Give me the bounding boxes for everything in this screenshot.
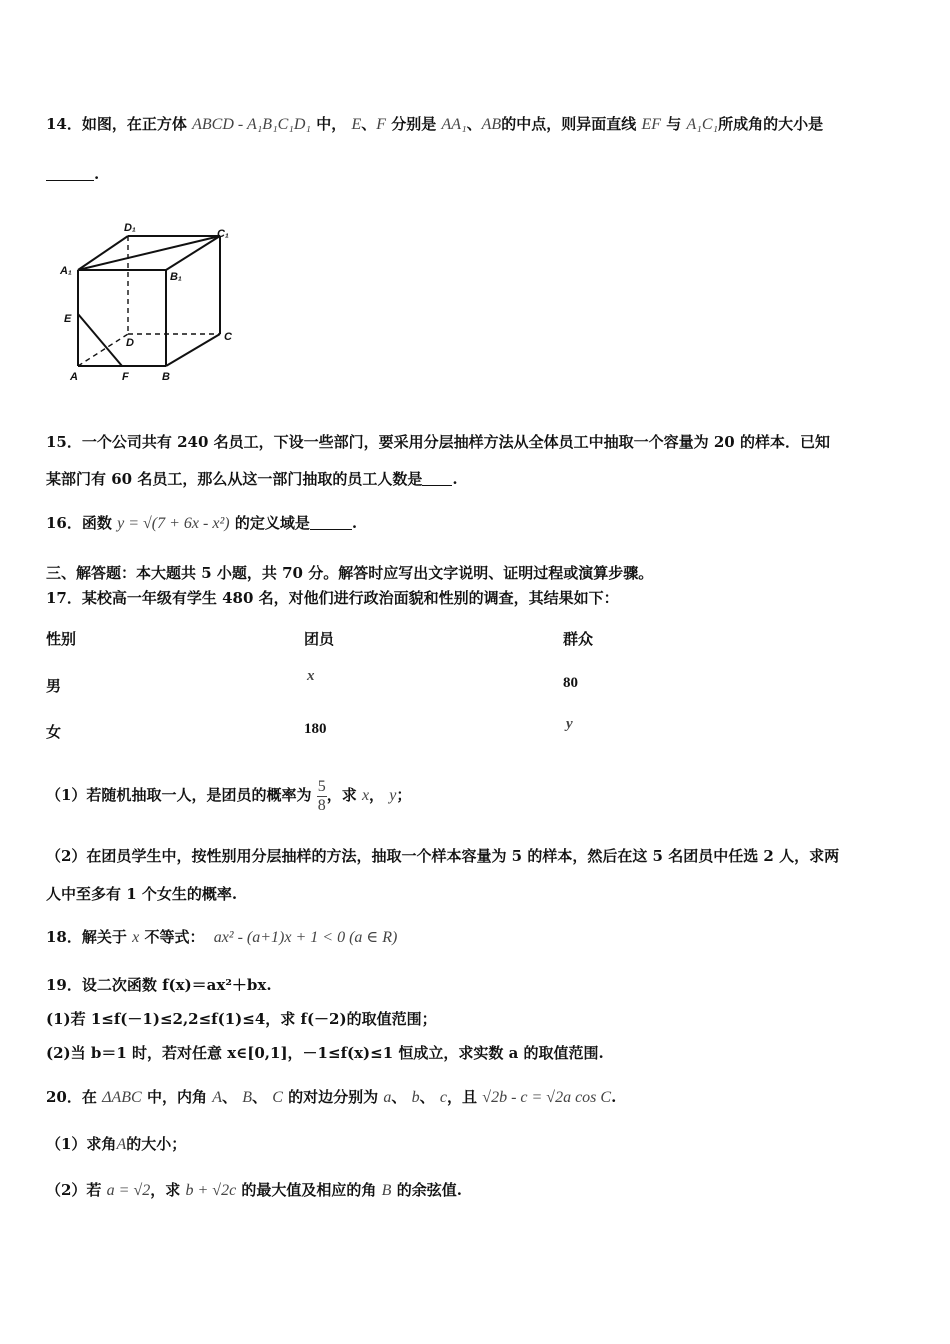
q19-line2: (1)若 1≤f(－1)≤2,2≤f(1)≤4，求 f(－2)的取值范围；: [46, 1010, 437, 1028]
label-A: A: [70, 371, 78, 383]
cube-label: ABCD: [192, 116, 234, 133]
q20-condition: √2b - c = √2a cos C: [482, 1089, 612, 1106]
q16-line: 16．函数 y = √(7 + 6x - x²) 的定义域是 .: [46, 514, 358, 532]
table-cell-female-member: 180: [304, 721, 327, 737]
label-A1: A₁: [60, 265, 72, 277]
table-cell-male: 男: [46, 677, 62, 695]
q17-part1: （1）若随机抽取一人，是团员的概率为 $\frac{5}{8}$ ，求 x， y；: [46, 777, 412, 814]
q19-line1: 19．设二次函数 f(x)＝ax²＋bx.: [46, 976, 272, 994]
table-header-gender: 性别: [46, 630, 77, 648]
label-C: C: [224, 331, 232, 343]
label-C1: C₁: [217, 228, 229, 240]
q20-part1: （1）求角A的大小；: [46, 1135, 187, 1153]
label-F: F: [122, 371, 129, 383]
label-E: E: [64, 313, 72, 325]
table-cell-male-masses: 80: [563, 675, 578, 691]
q19-line3: (2)当 b＝1 时，若对任意 x∈[0,1]，－1≤f(x)≤1 恒成立，求实数 a 的取值范围.: [46, 1044, 604, 1062]
probability-fraction: $\frac{5}{8}$: [317, 777, 326, 814]
q18-formula: ax² - (a+1)x + 1 < 0 (a ∈ R): [213, 929, 398, 946]
q14-line1: 14．如图，在正方体 ABCD - A₁B₁C₁D₁ 中， E、F 分别是 AA₁、AB的中点，则异面直线 EF 与 A₁C₁所成角的大小是: [46, 115, 824, 133]
q16-formula: y = √(7 + 6x - x²): [117, 515, 230, 532]
table-cell-female: 女: [46, 723, 62, 741]
table-cell-female-masses: y: [566, 716, 573, 732]
section-3-heading: 三、解答题：本大题共 5 小题，共 70 分。解答时应写出文字说明、证明过程或演算步骤。: [46, 564, 654, 582]
q15-line1: 15．一个公司共有 240 名员工，下设一些部门，要采用分层抽样方法从全体员工中抽取一个容量为 20 的样本．已知: [46, 433, 830, 451]
table-header-masses: 群众: [563, 630, 594, 648]
q17-part2-line1: （2）在团员学生中，按性别用分层抽样的方法，抽取一个样本容量为 5 的样本，然后在这 5 名团员中任选 2 人，求两: [46, 847, 840, 865]
label-B1: B₁: [170, 271, 182, 283]
table-cell-male-member: x: [307, 668, 315, 684]
table-header-member: 团员: [304, 630, 335, 648]
q14-answer-blank: .: [46, 164, 99, 184]
q18-line: 18．解关于 x 不等式： ax² - (a+1)x + 1 < 0 (a ∈ R): [46, 928, 398, 946]
cube-top-label: A₁B₁C₁D₁: [246, 116, 311, 133]
q20-line1: 20．在 ΔABC 中，内角 A、 B、 C 的对边分别为 a、 b、 c，且 √2b - c = √2a cos C.: [46, 1088, 617, 1106]
q20-part2: （2）若 a = √2，求 b + √2c 的最大值及相应的角 B 的余弦值.: [46, 1181, 462, 1199]
q15-line2: 某部门有 60 名员工，那么从这一部门抽取的员工人数是 .: [46, 470, 458, 488]
label-D: D: [126, 337, 134, 349]
q17-part2-line2: 人中至多有 1 个女生的概率.: [46, 885, 238, 903]
q17-intro: 17．某校高一年级有学生 480 名，对他们进行政治面貌和性别的调查，其结果如下：: [46, 589, 619, 607]
label-D1: D₁: [124, 222, 136, 234]
cube-figure: [56, 218, 246, 388]
label-B: B: [162, 371, 170, 383]
